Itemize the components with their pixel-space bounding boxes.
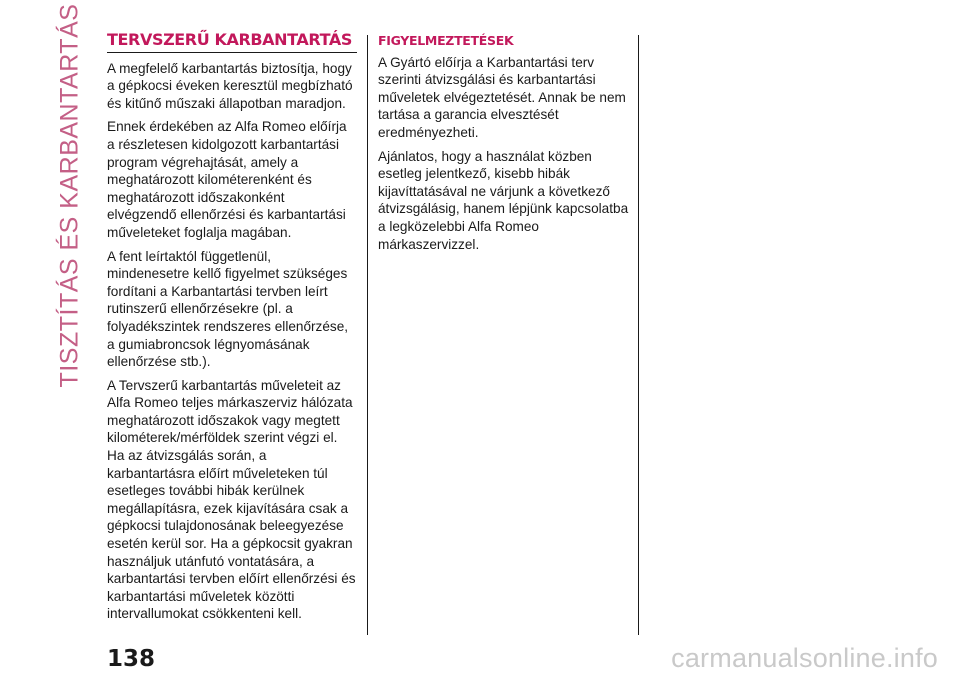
main-paragraph-3: A fent leírtaktól függetlenül, mindenesetre kellő figyelmet szükséges fordítani a Karbantartási tervben leírt rutinszerű ellenőrzésekre (pl. a folyadékszintek rendszeres ellenőrzése, a gumiabroncsok légnyomásának ellenőrzése stb.).: [107, 248, 349, 370]
watermark: carmanualsonline.info: [671, 643, 938, 673]
chapter-side-title-text: TISZTÍTÁS ÉS KARBANTARTÁS: [55, 3, 84, 387]
main-paragraph-2: Ennek érdekében az Alfa Romeo előírja a részletesen kidolgozott karbantartási program végrehajtását, amely a meghatározott kilométerenként és meghatározott időszakonként elvégzendő ellenőrzési és karbantartási műveleteket foglalja magában.: [107, 119, 347, 240]
main-paragraph-4: A Tervszerű karbantartás műveleteit az Alfa Romeo teljes márkaszerviz hálózata meghatározott időszakok vagy megtett kilométerek/mérföldek szerint végzi el. Ha az átvizsgálás során, a karbantartásra előírt műveleteken túl esetleges további hibák kerülnek megállapításra, ezek kijavítására csak a gépkocsi tulajdonosának beleegyezése esetén kerül sor. Ha a gépkocsit gyakran használjuk utánfutó vontatására, a karbantartási tervben előírt ellenőrzési és karbantartási műveletek közötti intervallumokat csökkenteni kell.: [107, 377, 356, 622]
column-divider-left: [367, 35, 368, 635]
warning-paragraph-1: A Gyártó előírja a Karbantartási terv szerinti átvizsgálási és karbantartási műveletek elvégeztetését. Annak be nem tartása a garancia elvesztését eredményezheti.: [378, 54, 626, 140]
warning-paragraph-2: Ajánlatos, hogy a használat közben esetleg jelentkező, kisebb hibák kijavíttatásával ne várjunk a következő átvizsgálásig, hanem lépjünk kapcsolatba a legközelebbi Alfa Romeo márkaszervizzel.: [378, 148, 629, 252]
warning-title: FIGYELMEZTETÉSEK: [378, 33, 514, 48]
main-column: [107, 31, 357, 629]
warning-column: [378, 31, 632, 259]
chapter-side-title: [48, 3, 92, 387]
column-divider-right: [638, 35, 639, 635]
page-number: 138: [107, 646, 156, 672]
main-paragraph-1: A megfelelő karbantartás biztosítja, hogy a gépkocsi éveken keresztül megbízható és kitűnő műszaki állapotban maradjon.: [107, 60, 353, 111]
section-title: TERVSZERŰ KARBANTARTÁS: [107, 31, 357, 53]
